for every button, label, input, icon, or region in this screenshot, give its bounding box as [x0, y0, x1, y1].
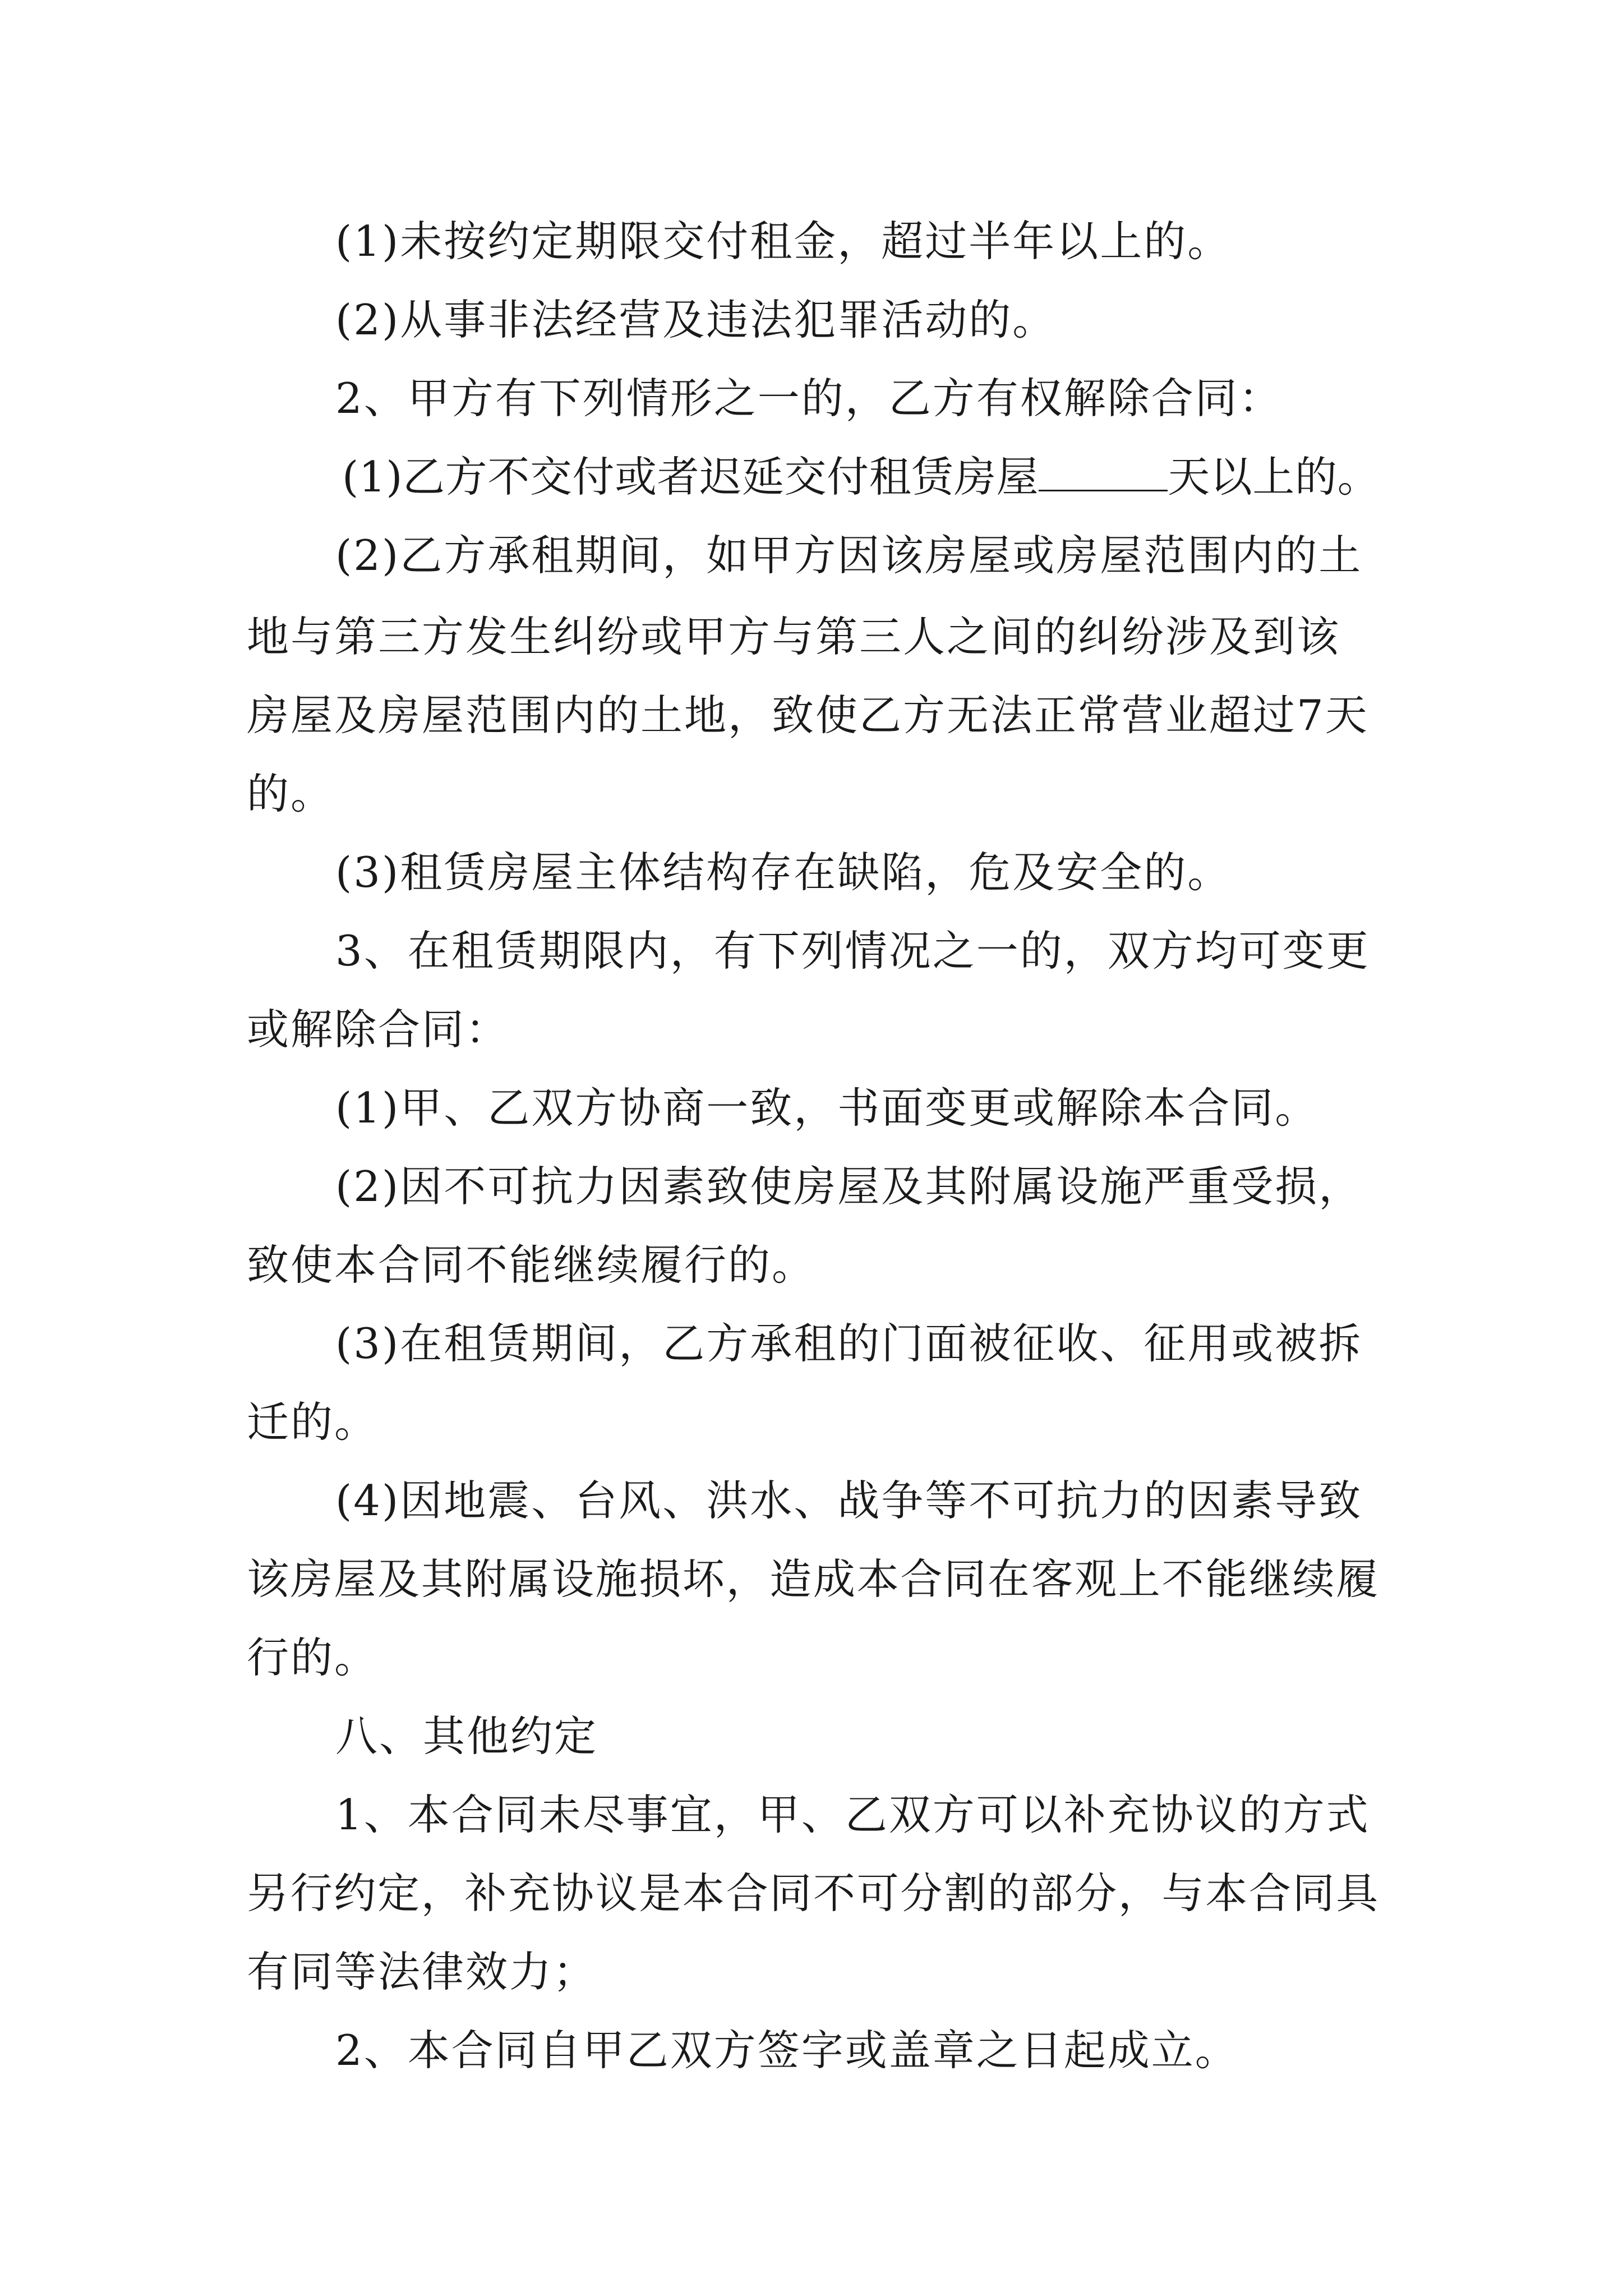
- clause-2-2-line-4: 的。: [247, 769, 335, 818]
- clause-3-3-line-1: (3)在租赁期间，乙方承租的门面被征收、征用或被拆: [335, 1319, 1363, 1368]
- section-8-1-line-1: 1、本合同未尽事宜，甲、乙双方可以补充协议的方式: [335, 1790, 1370, 1839]
- clause-3-line-2: 或解除合同：: [247, 1005, 510, 1054]
- days-blank: [1039, 450, 1168, 491]
- clause-2-1-tail: 天以上的。: [1168, 452, 1380, 501]
- clause-3-4-line-1: (4)因地震、台风、洪水、战争等不可抗力的因素导致: [335, 1476, 1363, 1525]
- clause-3-4-line-2: 该房屋及其附属设施损坏，造成本合同在客观上不能继续履: [247, 1554, 1380, 1604]
- section-8-1-line-3: 有同等法律效力；: [247, 1947, 597, 1996]
- clause-3-1: (1)甲、乙双方协商一致，书面变更或解除本合同。: [335, 1083, 1319, 1133]
- clause-3-3-line-2: 迁的。: [247, 1397, 379, 1447]
- clause-3-2-line-1: (2)因不可抗力因素致使房屋及其附属设施严重受损，: [335, 1162, 1363, 1211]
- clause-2-3: (3)租赁房屋主体结构存在缺陷，危及安全的。: [335, 848, 1232, 897]
- clause-2-1-text: (1)乙方不交付或者迟延交付租赁房屋: [342, 452, 1039, 501]
- clause-3-line-1: 3、在租赁期限内，有下列情况之一的，双方均可变更: [335, 926, 1370, 976]
- clause-1-1: (1)未按约定期限交付租金，超过半年以上的。: [335, 217, 1232, 266]
- clause-2-heading: 2、甲方有下列情形之一的，乙方有权解除合同：: [335, 374, 1283, 423]
- section-8-2: 2、本合同自甲乙双方签字或盖章之日起成立。: [335, 2026, 1239, 2075]
- clause-3-4-line-3: 行的。: [247, 1633, 379, 1682]
- clause-2-2-line-3: 房屋及房屋范围内的土地，致使乙方无法正常营业超过7天: [247, 691, 1369, 740]
- clause-3-2-line-2: 致使本合同不能继续履行的。: [247, 1240, 816, 1290]
- clause-2-2-line-1: (2)乙方承租期间，如甲方因该房屋或房屋范围内的土: [335, 531, 1363, 580]
- section-8-heading: 八、其他约定: [335, 1711, 598, 1761]
- clause-2-1: [342, 449, 1380, 505]
- clause-1-2: (2)从事非法经营及违法犯罪活动的。: [335, 295, 1057, 344]
- section-8-1-line-2: 另行约定，补充协议是本合同不可分割的部分，与本合同具: [247, 1869, 1380, 1918]
- clause-2-2-line-2: 地与第三方发生纠纷或甲方与第三人之间的纠纷涉及到该: [247, 612, 1341, 661]
